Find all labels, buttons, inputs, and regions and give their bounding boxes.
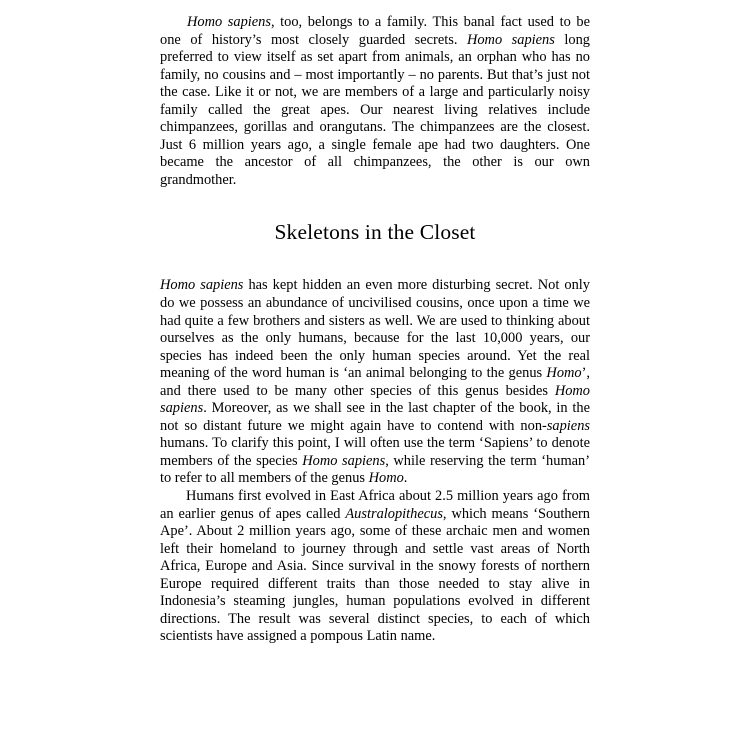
species-name-italic: Homo sapiens (160, 382, 590, 417)
text-column (160, 14, 590, 646)
paragraph-text: ’, and there used to be many other species of this genus besides (160, 365, 590, 399)
species-name-italic: Homo sapiens (187, 14, 271, 30)
paragraph-humans-evolved (160, 488, 590, 646)
section-heading: Skeletons in the Closet (274, 220, 476, 245)
genus-name-italic: Australopithecus (345, 505, 443, 522)
spacer-before-heading (160, 189, 590, 220)
genus-name-italic: Homo (368, 470, 404, 487)
paragraph-text: , which means ‘Southern Ape’. About 2 million years ago, some of these archaic men and women left their homeland to journey through and settle vast areas of North Africa, Europe and Asia. Since survival in the snowy forests of northern Europe required different traits than those needed to stay alive in Indonesia’s steaming jungles, human populations evolved in different directions. The result was several distinct species, to each of which scientists have assigned a pompous Latin name. (160, 505, 590, 645)
paragraph-text: , too, belongs to a family. This banal fact used to be one of history’s most closely guarded secrets. (160, 14, 590, 48)
genus-name-italic: Homo (546, 365, 582, 382)
paragraph-text: Humans first evolved in East Africa about 2.5 million years ago from an earlier genus of apes called (160, 488, 590, 522)
paragraph-text: . Moreover, as we shall see in the last chapter of the book, in the not so distant future we might again have to contend with non- (160, 400, 590, 434)
species-name-italic: Homo sapiens (160, 277, 244, 294)
paragraph-text: long preferred to view itself as set apart from animals, an orphan who has no family, no cousins and – most importantly – no parents. But that’s just not the case. Like it or not, we are members of a large and particularly noisy family called the great apes. Our nearest living relatives include chimpanzees, gorillas and orangutans. The chimpanzees are the closest. Just 6 million years ago, a single female ape had two daughters. One became the ancestor of all chimpanzees, the other is our own grandmother. (160, 31, 590, 188)
species-epithet-italic: sapiens (546, 417, 590, 434)
species-name-italic: Homo sapiens (466, 31, 555, 48)
paragraph-skeletons (160, 277, 590, 488)
paragraph-text: , while reserving the term ‘human’ to refer to all members of the genus (160, 452, 591, 487)
spacer-after-heading (160, 244, 590, 277)
paragraph-text: . (403, 470, 408, 487)
species-name-italic: Homo sapiens (302, 452, 386, 469)
paragraph-text: has kept hidden an even more disturbing secret. Not only do we possess an abundance of uncivilised cousins, once upon a time we had quite a few brothers and sisters as well. We are used to thinking about ourselves as the only humans, because for the last 10,000 years, our species has indeed been the only human species around. Yet the real meaning of the word human is ‘an animal belonging to the genus (160, 277, 590, 382)
paragraph-text: humans. To clarify this point, I will often use the term ‘Sapiens’ to denote members of the species (160, 435, 590, 469)
paragraph-intro-family (160, 14, 590, 189)
